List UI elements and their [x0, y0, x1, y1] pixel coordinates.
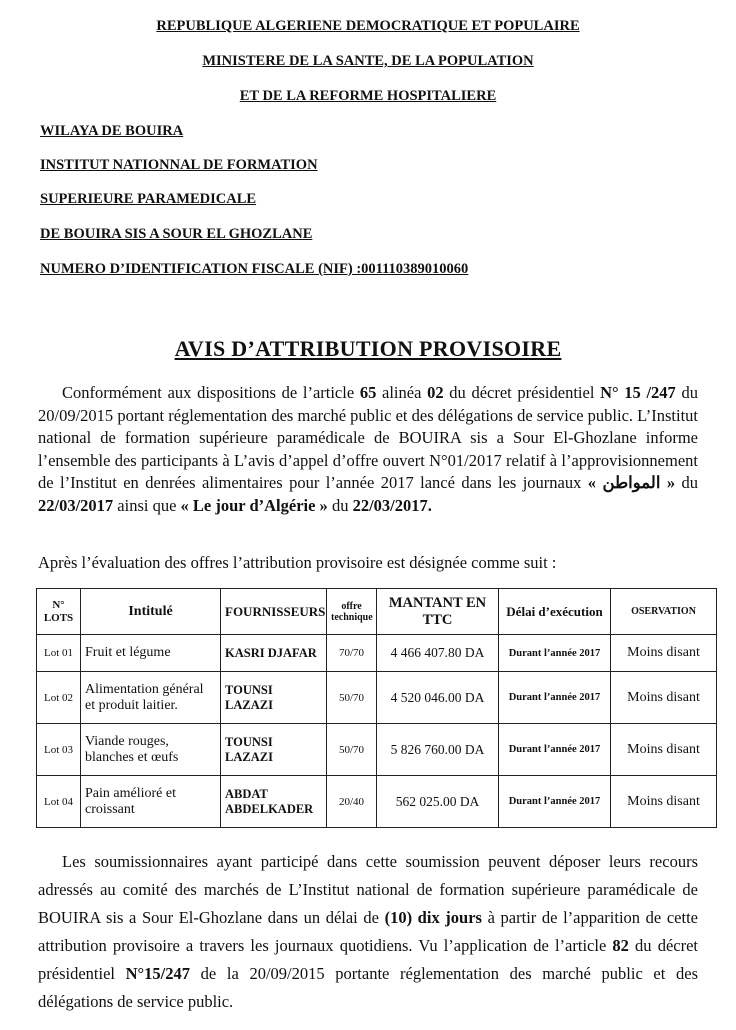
- issuer-institute-3: DE BOUIRA SIS A SOUR EL GHOZLANE: [40, 226, 313, 242]
- cell-lot: Lot 03: [37, 724, 81, 776]
- cell-delai: Durant l’année 2017: [499, 776, 611, 828]
- p1-alinea: 02: [427, 383, 444, 402]
- issuer-institute-1: INSTITUT NATIONNAL DE FORMATION: [40, 157, 318, 173]
- header-fournisseurs: FOURNISSEURS: [221, 589, 327, 635]
- cell-intitule: Viande rouges, blanches et œufs: [81, 724, 221, 776]
- closing-text-b: à partir de l’apparition de cette attribution provisoire a travers les journaux quotidiens. Vu l’application de l’article: [38, 908, 698, 955]
- p1-journal-1: « المواطن »: [587, 473, 676, 493]
- header-line-2: MINISTERE DE LA SANTE, DE LA POPULATION: [202, 53, 534, 69]
- cell-lot: Lot 02: [37, 672, 81, 724]
- header-line-1: REPUBLIQUE ALGERIENE DEMOCRATIQUE ET POPULAIRE: [156, 18, 580, 34]
- closing-paragraph: [38, 848, 698, 1016]
- header-lots: N° LOTS: [37, 589, 81, 635]
- p1-date-1: 22/03/2017: [38, 495, 114, 515]
- cell-montant: 5 826 760.00 DA: [377, 724, 499, 776]
- cell-montant: 562 025.00 DA: [377, 776, 499, 828]
- table-row: [37, 672, 717, 724]
- table-intro: Après l’évaluation des offres l’attribution provisoire est désignée comme suit :: [38, 553, 557, 572]
- issuer-nif: NUMERO D’IDENTIFICATION FISCALE (NIF) :001110389010060: [40, 261, 469, 277]
- cell-observation: Moins disant: [611, 635, 717, 672]
- cell-observation: Moins disant: [611, 776, 717, 828]
- header-delai: Délai d’exécution: [499, 589, 611, 635]
- table-header-row: [37, 589, 717, 635]
- cell-intitule: Alimentation général et produit laitier.: [81, 672, 221, 724]
- attribution-table: [36, 588, 717, 828]
- table-row: [37, 635, 717, 672]
- cell-observation: Moins disant: [611, 672, 717, 724]
- p1-journal-2: « Le jour d’Algérie »: [180, 495, 328, 515]
- p1-text-g: du: [327, 495, 353, 515]
- header-line-3: ET DE LA REFORME HOSPITALIERE: [239, 88, 497, 104]
- cell-lot: Lot 01: [37, 635, 81, 672]
- header-intitule: Intitulé: [81, 589, 221, 635]
- document-title: AVIS D’ATTRIBUTION PROVISOIRE: [174, 336, 562, 361]
- closing-delay: (10) dix jours: [384, 908, 482, 927]
- cell-offre: 50/70: [327, 724, 377, 776]
- cell-offre: 50/70: [327, 672, 377, 724]
- cell-lot: Lot 04: [37, 776, 81, 828]
- p1-text-c: du décret présidentiel: [443, 383, 601, 402]
- cell-fournisseur: TOUNSI LAZAZI: [221, 724, 327, 776]
- table-row: [37, 724, 717, 776]
- cell-intitule: Fruit et légume: [81, 635, 221, 672]
- cell-delai: Durant l’année 2017: [499, 635, 611, 672]
- header-montant: MANTANT EN TTC: [377, 589, 499, 635]
- cell-fournisseur: KASRI DJAFAR: [221, 635, 327, 672]
- cell-offre: 70/70: [327, 635, 377, 672]
- header-observation: OSERVATION: [611, 589, 717, 635]
- header-offre-technique: offre technique: [327, 589, 377, 635]
- cell-delai: Durant l’année 2017: [499, 672, 611, 724]
- cell-intitule: Pain amélioré et croissant: [81, 776, 221, 828]
- p1-text-a: Conformément aux dispositions de l’article: [62, 383, 360, 402]
- cell-offre: 20/40: [327, 776, 377, 828]
- cell-fournisseur: ABDAT ABDELKADER: [221, 776, 327, 828]
- cell-delai: Durant l’année 2017: [499, 724, 611, 776]
- cell-observation: Moins disant: [611, 724, 717, 776]
- closing-text-c: du décret présidentiel: [38, 936, 698, 983]
- p1-text-f: ainsi que: [113, 495, 181, 515]
- p1-text-d: du 20/09/2015 portant réglementation des marché public et des délégations de service public. L’Institut national de formation supérieure paramédicale de BOUIRA sis a Sour El-Ghozlane informe l’ensemble des participants à L’avis d’appel d’offre ouvert N°01/2017 relatif à l’approvisionnement de l’Institut en denrées alimentaires pour l’année 2017 lancé dans les journaux: [38, 383, 698, 493]
- p1-text-e: du: [675, 473, 699, 493]
- closing-decree: N°15/247: [125, 964, 190, 983]
- cell-montant: 4 520 046.00 DA: [377, 672, 499, 724]
- issuer-institute-2: SUPERIEURE PARAMEDICALE: [40, 191, 257, 207]
- issuer-wilaya: WILAYA DE BOUIRA: [40, 123, 184, 139]
- p1-decree: N° 15 /247: [600, 383, 676, 402]
- table-row: [37, 776, 717, 828]
- cell-fournisseur: TOUNSI LAZAZI: [221, 672, 327, 724]
- cell-montant: 4 466 407.80 DA: [377, 635, 499, 672]
- closing-text-a: Les soumissionnaires ayant participé dans cette soumission peuvent déposer leurs recours adressés au comité des marchés de L’Institut national de formation supérieure paramédicale de BOUIRA sis a Sour El-Ghozlane dans un délai de: [38, 852, 698, 927]
- closing-article: 82: [612, 936, 629, 955]
- p1-text-b: alinéa: [376, 383, 428, 402]
- p1-date-2: 22/03/2017.: [352, 495, 432, 515]
- p1-article: 65: [359, 383, 377, 402]
- closing-text-d: de la 20/09/2015 portante réglementation des marché public et des délégations de service public.: [38, 964, 698, 1011]
- body-paragraph: [38, 382, 698, 518]
